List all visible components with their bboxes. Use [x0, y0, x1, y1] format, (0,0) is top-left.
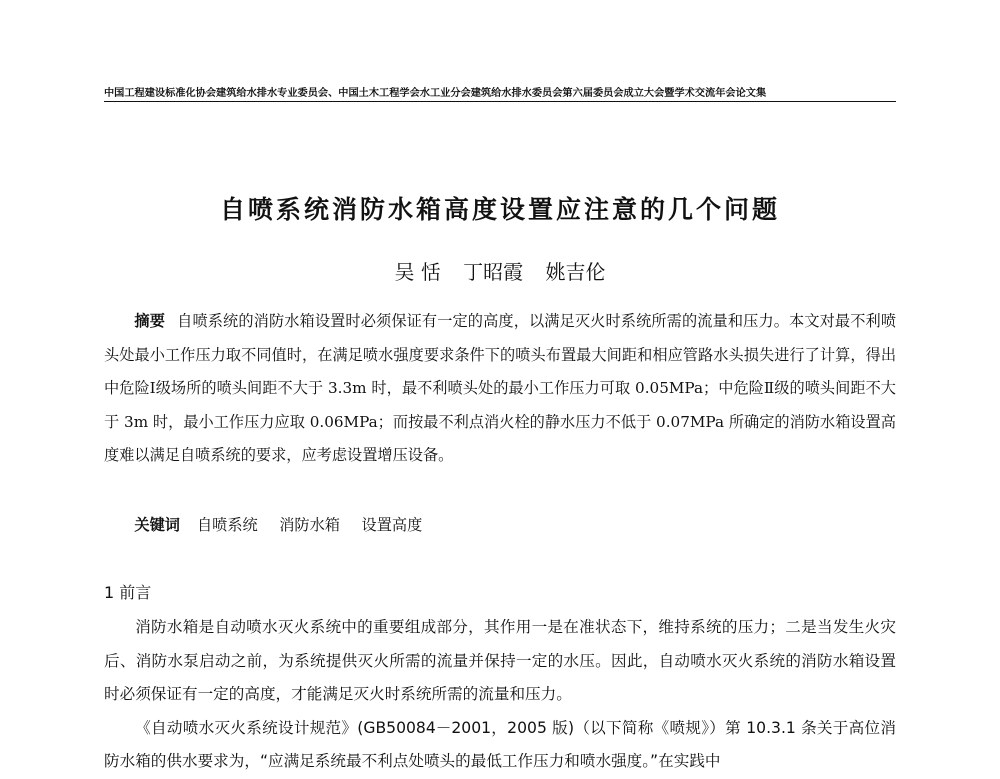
body-paragraph: 消防水箱是自动喷水灭火系统中的重要组成部分，其作用一是在准状态下，维持系统的压力；二是当发生火灾后、消防水泵启动之前，为系统提供灭火所需的流量并保持一定的水压。因此，自动喷水灭火系统的消防水箱设置时必须保证有一定的高度，才能满足灭火时系统所需的流量和压力。 [104, 618, 896, 703]
author-list [0, 256, 1000, 285]
running-header: 中国工程建设标准化协会建筑给水排水专业委员会、中国土木工程学会水工业分会建筑给水排水委员会第六届委员会成立大会暨学术交流年会论文集 [104, 88, 767, 99]
body-paragraph: 《自动喷水灭火系统设计规范》(GB50084－2001，2005 版)（以下简称《喷规》）第 10.3.1 条关于高位消防水箱的供水要求为，“应满足系统最不利点处喷头的最低工作压力和喷水强度。”在实践中 [104, 718, 896, 770]
keyword: 自喷系统 [196, 516, 258, 534]
abstract [104, 305, 896, 473]
header-rule [104, 101, 896, 102]
abstract-text: 自喷系统的消防水箱设置时必须保证有一定的高度，以满足灭火时系统所需的流量和压力。本文对最不利喷头处最小工作压力取不同值时，在满足喷水强度要求条件下的喷头布置最大间距和相应管路水头损失进行了计算，得出中危险Ⅰ级场所的喷头间距不大于 3.3m 时，最不利喷头处的最小工作压力可取 0.05MPa；中危险Ⅱ级的喷头间距不大于 3m 时，最小工作压力应取 0.06MPa；而按最不利点消火栓的静水压力不低于 0.07MPa 所确定的消防水箱设置高度难以满足自喷系统的要求，应考虑设置增压设备。 [104, 312, 897, 464]
abstract-label: 摘要 [134, 312, 165, 330]
keyword: 设置高度 [361, 516, 423, 534]
keywords [104, 509, 896, 542]
author-name: 丁昭霞 [463, 260, 524, 284]
section-body [104, 611, 896, 779]
author-name: 吴 恬 [394, 260, 441, 284]
paper-title: 自喷系统消防水箱高度设置应注意的几个问题 [219, 195, 780, 224]
author-name: 姚吉伦 [545, 260, 606, 284]
keywords-label: 关键词 [134, 516, 180, 534]
keyword: 消防水箱 [279, 516, 340, 534]
section-heading: 1 前言 [104, 583, 152, 602]
